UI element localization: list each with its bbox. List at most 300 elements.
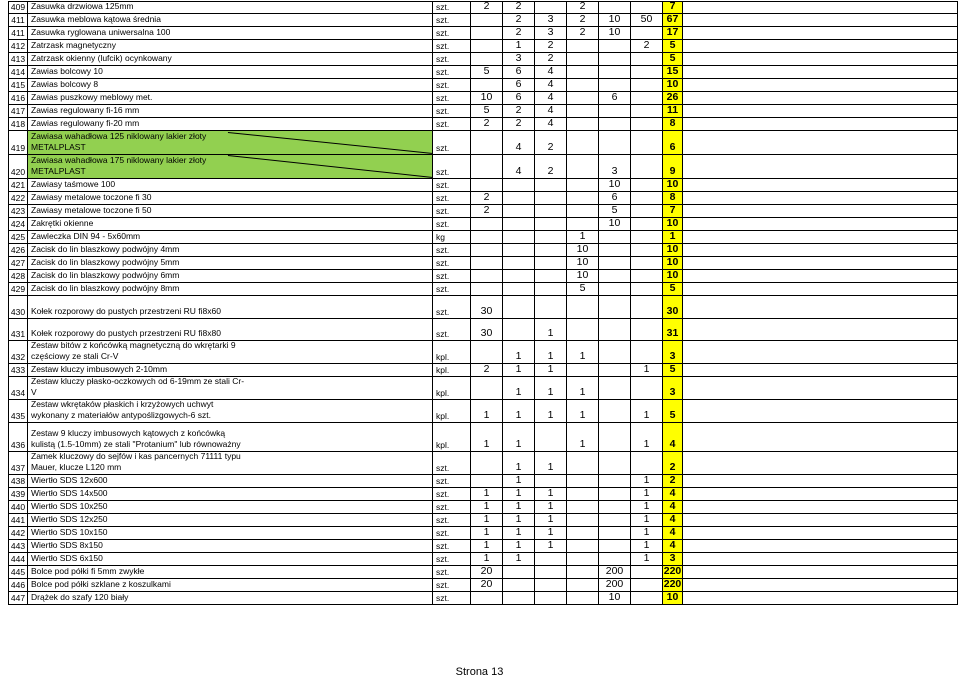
- total-cell: 4: [663, 501, 683, 513]
- table-row: [8, 205, 958, 218]
- item-name-text: Wiertło SDS 10x150: [31, 527, 108, 537]
- unit: szt.: [433, 257, 471, 269]
- total-cell: 220: [663, 566, 682, 577]
- row-number: 409: [8, 2, 28, 13]
- quantity-cell: 1: [471, 488, 503, 500]
- quantity-cell: 1: [503, 553, 535, 565]
- empty-cell: [683, 270, 958, 282]
- quantity-cell: [535, 270, 567, 282]
- quantity-cell: [599, 131, 631, 154]
- quantity-cell: 1: [535, 341, 567, 363]
- item-name: [28, 566, 433, 578]
- quantity-cell: 4: [535, 66, 567, 78]
- quantity-cell: 1: [631, 364, 663, 376]
- empty-cell: [683, 118, 958, 130]
- quantity-cell: 10: [599, 14, 631, 26]
- quantity-cell: 1: [631, 501, 663, 513]
- unit: szt.: [433, 540, 471, 552]
- quantity-cell: 2: [631, 40, 663, 52]
- total-cell: 6: [663, 131, 683, 154]
- quantity-cell: 2: [535, 40, 567, 52]
- quantity-cell: [535, 218, 567, 230]
- quantity-cell: 4: [503, 131, 535, 154]
- quantity-cell: 5: [567, 283, 599, 295]
- table-row: [8, 527, 958, 540]
- quantity-cell: [535, 296, 567, 318]
- quantity-cell: 3: [535, 14, 567, 26]
- table-row: [8, 377, 958, 400]
- quantity-cell: 6: [503, 79, 535, 91]
- quantity-cell: [535, 553, 567, 565]
- total-cell: 3: [663, 341, 683, 363]
- total-cell: 2: [663, 475, 683, 487]
- row-number: 438: [8, 475, 28, 487]
- item-name-text: Zestaw 9 kluczy imbusowych kątowych z końcówką kulistą (1.5-10mm) ze stali "Protanium" lub równoważny: [31, 428, 241, 449]
- unit: szt.: [433, 92, 471, 104]
- quantity-cell: [599, 514, 631, 526]
- row-number: 418: [8, 118, 28, 130]
- table-row: [8, 540, 958, 553]
- unit: szt.: [433, 270, 471, 282]
- quantity-cell: 3: [599, 155, 631, 178]
- quantity-cell: [631, 53, 663, 65]
- item-name: [28, 179, 433, 191]
- quantity-cell: 1: [471, 501, 503, 513]
- quantity-cell: [471, 475, 503, 487]
- item-name: [28, 40, 433, 52]
- empty-cell: [683, 527, 958, 539]
- quantity-cell: 30: [471, 319, 503, 340]
- row-number: 441: [8, 514, 28, 526]
- quantity-cell: 10: [567, 270, 599, 282]
- quantity-cell: 30: [471, 296, 503, 318]
- quantity-cell: 1: [503, 377, 535, 399]
- total-cell: 1: [663, 231, 683, 243]
- row-number: 447: [8, 592, 28, 604]
- quantity-cell: 1: [631, 423, 663, 451]
- quantity-cell: 6: [599, 92, 631, 104]
- quantity-cell: [567, 452, 599, 474]
- item-name-text: Kołek rozporowy do pustych przestrzeni RU fi8x60: [31, 306, 221, 316]
- empty-cell: [683, 341, 958, 363]
- empty-cell: [683, 244, 958, 256]
- quantity-cell: [535, 579, 567, 591]
- quantity-cell: 1: [631, 475, 663, 487]
- item-name: [28, 501, 433, 513]
- total-cell: 7: [663, 2, 683, 13]
- empty-cell: [683, 540, 958, 552]
- quantity-cell: 1: [567, 400, 599, 422]
- quantity-cell: [567, 527, 599, 539]
- quantity-cell: [567, 179, 599, 191]
- quantity-cell: 4: [535, 105, 567, 117]
- quantity-cell: 2: [471, 2, 503, 13]
- table-row: [8, 14, 958, 27]
- row-number: 445: [8, 566, 28, 578]
- quantity-cell: 1: [503, 475, 535, 487]
- quantity-cell: [567, 566, 599, 578]
- unit: szt.: [433, 553, 471, 565]
- table-row: [8, 566, 958, 579]
- unit: szt.: [433, 514, 471, 526]
- quantity-cell: 1: [567, 341, 599, 363]
- item-name: [28, 118, 433, 130]
- table-row: [8, 319, 958, 341]
- total-cell: 3: [663, 553, 683, 565]
- quantity-cell: [471, 53, 503, 65]
- quantity-cell: 1: [471, 553, 503, 565]
- quantity-cell: 1: [503, 540, 535, 552]
- item-name: [28, 527, 433, 539]
- unit: szt.: [433, 592, 471, 604]
- quantity-cell: 1: [567, 231, 599, 243]
- quantity-cell: [631, 118, 663, 130]
- table-row: [8, 592, 958, 605]
- row-number: 415: [8, 79, 28, 91]
- row-number: 420: [8, 155, 28, 178]
- total-cell: 4: [663, 527, 683, 539]
- table-row: [8, 553, 958, 566]
- quantity-cell: 1: [503, 501, 535, 513]
- quantity-cell: [599, 257, 631, 269]
- quantity-cell: [599, 553, 631, 565]
- quantity-cell: [535, 592, 567, 604]
- quantity-cell: [503, 579, 535, 591]
- quantity-cell: [503, 192, 535, 204]
- quantity-cell: [599, 118, 631, 130]
- item-name: [28, 155, 433, 178]
- quantity-cell: [599, 283, 631, 295]
- quantity-cell: 1: [535, 319, 567, 340]
- quantity-cell: [631, 131, 663, 154]
- row-number: 446: [8, 579, 28, 591]
- total-cell: 2: [663, 452, 683, 474]
- quantity-cell: [599, 364, 631, 376]
- item-name: [28, 579, 433, 591]
- quantity-cell: [599, 475, 631, 487]
- unit: kpl.: [433, 400, 471, 422]
- quantity-cell: 6: [503, 66, 535, 78]
- unit: kpl.: [433, 377, 471, 399]
- quantity-cell: [535, 244, 567, 256]
- item-name-text: Zasuwka meblowa kątowa średnia: [31, 14, 161, 24]
- item-name: [28, 92, 433, 104]
- unit: szt.: [433, 53, 471, 65]
- quantity-cell: 2: [503, 105, 535, 117]
- row-number: 442: [8, 527, 28, 539]
- quantity-cell: [567, 488, 599, 500]
- item-name-text: Zamek kluczowy do sejfów i kas pancernych 71111 typu Mauer, klucze L120 mm: [31, 452, 241, 472]
- unit: kpl.: [433, 423, 471, 451]
- row-number: 443: [8, 540, 28, 552]
- quantity-cell: 2: [567, 2, 599, 13]
- table-row: [8, 488, 958, 501]
- item-name-text: Zakrętki okienne: [31, 218, 94, 228]
- total-cell: 10: [663, 270, 683, 282]
- total-cell: 67: [663, 14, 683, 26]
- quantity-cell: 1: [503, 341, 535, 363]
- quantity-cell: [471, 283, 503, 295]
- quantity-cell: 2: [503, 14, 535, 26]
- empty-cell: [683, 179, 958, 191]
- quantity-cell: [599, 53, 631, 65]
- row-number: 444: [8, 553, 28, 565]
- row-number: 432: [8, 341, 28, 363]
- quantity-cell: [599, 66, 631, 78]
- quantity-cell: 1: [471, 423, 503, 451]
- total-cell: 10: [663, 179, 683, 191]
- row-number: 423: [8, 205, 28, 217]
- table-row: [8, 192, 958, 205]
- row-number: 428: [8, 270, 28, 282]
- item-name-text: Zawiasy metalowe toczone fi 30: [31, 192, 152, 202]
- unit: szt.: [433, 14, 471, 26]
- quantity-cell: [599, 79, 631, 91]
- quantity-cell: [503, 592, 535, 604]
- unit: szt.: [433, 2, 471, 13]
- item-name: [28, 514, 433, 526]
- item-name: [28, 270, 433, 282]
- quantity-cell: [631, 105, 663, 117]
- quantity-cell: [567, 579, 599, 591]
- quantity-cell: 1: [535, 501, 567, 513]
- table-row: [8, 131, 958, 155]
- quantity-cell: [599, 244, 631, 256]
- total-cell: 10: [663, 218, 683, 230]
- item-name: [28, 296, 433, 318]
- quantity-cell: 4: [535, 92, 567, 104]
- quantity-cell: 1: [631, 527, 663, 539]
- item-name-text: Zasuwka ryglowana uniwersalna 100: [31, 27, 171, 37]
- total-cell: 10: [663, 592, 683, 604]
- total-cell: 4: [663, 488, 683, 500]
- item-name-text: Zestaw kluczy imbusowych 2-10mm: [31, 364, 168, 374]
- quantity-cell: 2: [503, 27, 535, 39]
- table-row: [8, 79, 958, 92]
- empty-cell: [683, 92, 958, 104]
- item-name: [28, 14, 433, 26]
- quantity-cell: 1: [535, 488, 567, 500]
- table-row: [8, 501, 958, 514]
- total-cell: 3: [663, 377, 683, 399]
- quantity-cell: 1: [567, 377, 599, 399]
- item-name-text: Wiertło SDS 12x250: [31, 514, 108, 524]
- quantity-cell: [503, 566, 535, 578]
- quantity-cell: [567, 53, 599, 65]
- quantity-cell: [471, 452, 503, 474]
- item-name-text: Zawias bolcowy 10: [31, 66, 103, 76]
- table-row: [8, 283, 958, 296]
- quantity-cell: [535, 475, 567, 487]
- item-name: [28, 53, 433, 65]
- item-name-text: Zawias bolcowy 8: [31, 79, 99, 89]
- empty-cell: [683, 452, 958, 474]
- empty-cell: [683, 2, 958, 13]
- quantity-cell: [503, 244, 535, 256]
- table-row: [8, 27, 958, 40]
- unit: szt.: [433, 501, 471, 513]
- quantity-cell: [567, 40, 599, 52]
- empty-cell: [683, 66, 958, 78]
- quantity-cell: 1: [503, 527, 535, 539]
- empty-cell: [683, 79, 958, 91]
- quantity-cell: 2: [471, 118, 503, 130]
- item-name-text: Bolce pod półki szklane z koszulkami: [31, 579, 171, 589]
- row-number: 434: [8, 377, 28, 399]
- quantity-cell: [631, 66, 663, 78]
- unit: szt.: [433, 452, 471, 474]
- unit: szt.: [433, 105, 471, 117]
- quantity-cell: [567, 553, 599, 565]
- quantity-cell: 2: [535, 155, 567, 178]
- table-row: [8, 53, 958, 66]
- table-row: [8, 105, 958, 118]
- item-name: [28, 377, 433, 399]
- item-name-text: Wiertło SDS 10x250: [31, 501, 108, 511]
- quantity-cell: [567, 66, 599, 78]
- item-name-text: Bolce pod półki fi 5mm zwykłe: [31, 566, 145, 576]
- page-footer: Strona 13: [455, 666, 504, 678]
- unit: szt.: [433, 475, 471, 487]
- empty-cell: [683, 592, 958, 604]
- quantity-cell: [535, 283, 567, 295]
- quantity-cell: 1: [535, 400, 567, 422]
- item-name: [28, 423, 433, 451]
- row-number: 437: [8, 452, 28, 474]
- unit: szt.: [433, 40, 471, 52]
- empty-cell: [683, 579, 958, 591]
- quantity-cell: [535, 257, 567, 269]
- quantity-cell: [503, 296, 535, 318]
- quantity-cell: 1: [503, 488, 535, 500]
- empty-cell: [683, 131, 958, 154]
- table-row: [8, 400, 958, 423]
- quantity-cell: [599, 231, 631, 243]
- quantity-cell: 20: [471, 579, 503, 591]
- row-number: 425: [8, 231, 28, 243]
- quantity-cell: 1: [631, 488, 663, 500]
- total-cell: 11: [663, 105, 683, 117]
- item-name: [28, 66, 433, 78]
- total-cell: 15: [663, 66, 683, 78]
- quantity-cell: [535, 205, 567, 217]
- table-row: [8, 341, 958, 364]
- item-name-text: Zestaw kluczy płasko-oczkowych od 6-19mm ze stali Cr- V: [31, 377, 245, 397]
- quantity-cell: [567, 118, 599, 130]
- table-row: [8, 218, 958, 231]
- row-number: 411: [8, 14, 28, 26]
- quantity-cell: [599, 105, 631, 117]
- table-row: [8, 514, 958, 527]
- quantity-cell: [471, 377, 503, 399]
- empty-cell: [683, 53, 958, 65]
- item-name-text: Zawiasa wahadłowa 125 niklowany lakier złoty METALPLAST: [31, 131, 207, 152]
- row-number: 412: [8, 40, 28, 52]
- quantity-cell: [631, 179, 663, 191]
- quantity-cell: 1: [535, 377, 567, 399]
- total-cell: 9: [663, 155, 683, 178]
- empty-cell: [683, 296, 958, 318]
- empty-cell: [683, 218, 958, 230]
- quantity-cell: 1: [631, 514, 663, 526]
- quantity-cell: 4: [503, 155, 535, 178]
- quantity-cell: [631, 155, 663, 178]
- item-name-text: Zestaw wkrętaków płaskich i krzyżowych uchwyt wykonany z materiałów antypoślizgowych-6 szt.: [31, 400, 214, 420]
- quantity-cell: [599, 40, 631, 52]
- item-name: [28, 488, 433, 500]
- empty-cell: [683, 105, 958, 117]
- quantity-cell: [631, 218, 663, 230]
- quantity-cell: [503, 270, 535, 282]
- quantity-cell: 5: [599, 205, 631, 217]
- row-number: 414: [8, 66, 28, 78]
- quantity-cell: 10: [599, 179, 631, 191]
- quantity-cell: [471, 155, 503, 178]
- quantity-cell: [631, 283, 663, 295]
- quantity-cell: [535, 2, 567, 13]
- quantity-cell: [631, 452, 663, 474]
- quantity-cell: [567, 514, 599, 526]
- row-number: 439: [8, 488, 28, 500]
- quantity-cell: [567, 205, 599, 217]
- quantity-cell: [503, 319, 535, 340]
- unit: szt.: [433, 319, 471, 340]
- quantity-cell: [567, 319, 599, 340]
- quantity-cell: [503, 283, 535, 295]
- item-name: [28, 205, 433, 217]
- quantity-cell: [567, 79, 599, 91]
- item-name: [28, 452, 433, 474]
- quantity-cell: 20: [471, 566, 503, 578]
- quantity-cell: [567, 501, 599, 513]
- quantity-cell: [599, 488, 631, 500]
- quantity-cell: [471, 179, 503, 191]
- empty-cell: [683, 283, 958, 295]
- empty-cell: [683, 40, 958, 52]
- quantity-cell: [567, 92, 599, 104]
- table-row: [8, 452, 958, 475]
- quantity-cell: 50: [631, 14, 663, 26]
- item-name-text: Zawias puszkowy meblowy met.: [31, 92, 153, 102]
- quantity-cell: [471, 270, 503, 282]
- item-name: [28, 2, 433, 13]
- item-name: [28, 131, 433, 154]
- empty-cell: [683, 205, 958, 217]
- quantity-cell: [599, 527, 631, 539]
- item-name: [28, 319, 433, 340]
- quantity-cell: [567, 296, 599, 318]
- table-row: [8, 270, 958, 283]
- quantity-cell: [631, 92, 663, 104]
- item-name-text: Kołek rozporowy do pustych przestrzeni RU fi8x80: [31, 328, 221, 338]
- table-row: [8, 231, 958, 244]
- quantity-cell: [567, 540, 599, 552]
- quantity-cell: [599, 400, 631, 422]
- total-cell: 5: [663, 400, 683, 422]
- item-name: [28, 400, 433, 422]
- quantity-cell: [471, 218, 503, 230]
- row-number: 422: [8, 192, 28, 204]
- quantity-cell: [631, 566, 663, 578]
- item-name-text: Zasuwka drzwiowa 125mm: [31, 2, 134, 11]
- quantity-cell: 1: [503, 40, 535, 52]
- item-name: [28, 553, 433, 565]
- total-cell: 4: [663, 514, 683, 526]
- item-name: [28, 218, 433, 230]
- quantity-cell: 200: [599, 579, 631, 591]
- item-name-text: Zestaw bitów z końcówką magnetyczną do wkrętarki 9 częściowy ze stali Cr-V: [31, 341, 236, 361]
- row-number: 421: [8, 179, 28, 191]
